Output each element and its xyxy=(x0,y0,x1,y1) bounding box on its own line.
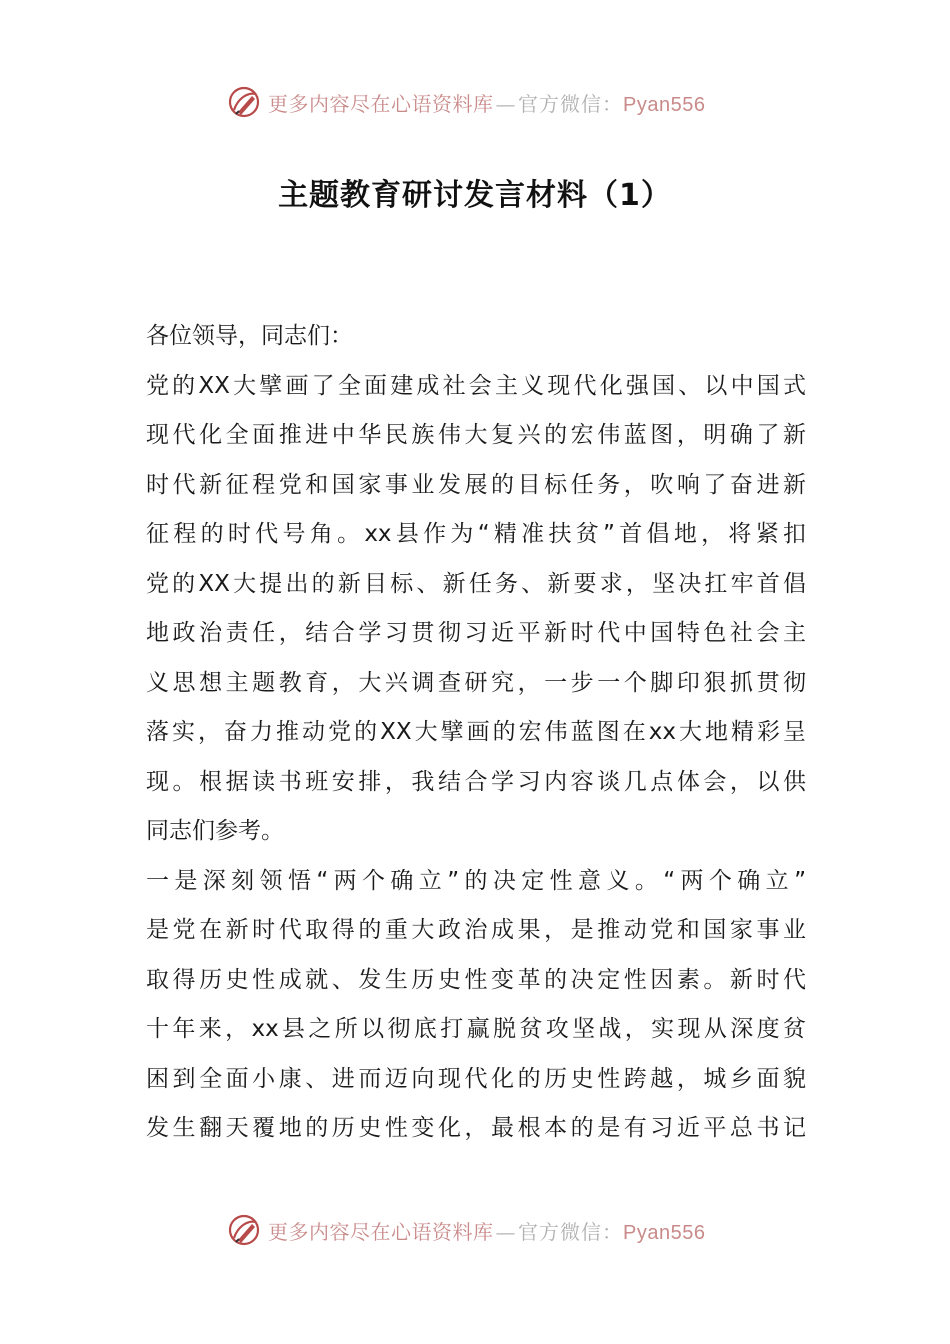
header-banner xyxy=(226,82,746,122)
body-line: 取得历史性成就、发生历史性变革的决定性因素。新时代 xyxy=(146,966,806,993)
document-title: 主题教育研讨发言材料（1） xyxy=(278,178,672,213)
pen-swirl-icon xyxy=(226,84,262,120)
body-line: 十年来，xx县之所以彻底打赢脱贫攻坚战，实现从深度贫 xyxy=(146,1016,806,1042)
banner-main-text: 更多内容尽在心语资料库 xyxy=(268,91,494,116)
body-line: 义思想主题教育，大兴调查研究，一步一个脚印狠抓贯彻 xyxy=(146,669,806,696)
body-line: 党的XX大擘画了全面建成社会主义现代化强国、以中国式 xyxy=(146,372,806,399)
banner-separator: — xyxy=(495,91,516,116)
body-line: 落实，奋力推动党的XX大擘画的宏伟蓝图在xx大地精彩呈 xyxy=(146,719,806,745)
pen-swirl-icon xyxy=(226,1212,262,1248)
banner-text xyxy=(268,1216,705,1245)
body-line: 党的XX大提出的新目标、新任务、新要求，坚决扛牢首倡 xyxy=(146,570,806,597)
banner-wechat-label: 官方微信： xyxy=(518,1219,623,1244)
body-line: 是党在新时代取得的重大政治成果，是推动党和国家事业 xyxy=(146,917,806,943)
body-line: 发生翻天覆地的历史性变化，最根本的是有习近平总书记 xyxy=(146,1115,806,1141)
footer-banner xyxy=(226,1210,746,1250)
body-line: 同志们参考。 xyxy=(146,818,284,844)
banner-wechat-label: 官方微信： xyxy=(518,91,623,116)
body-line: 一是深刻领悟“两个确立”的决定性意义。“两个确立” xyxy=(146,867,806,894)
banner-text xyxy=(268,88,705,117)
document-body xyxy=(146,312,806,1154)
body-line: 现代化全面推进中华民族伟大复兴的宏伟蓝图，明确了新 xyxy=(146,422,806,448)
body-line: 困到全面小康、进而迈向现代化的历史性跨越，城乡面貌 xyxy=(146,1065,806,1092)
body-line: 各位领导，同志们： xyxy=(146,323,353,349)
body-line: 征程的时代号角。xx县作为“精准扶贫”首倡地，将紧扣 xyxy=(146,521,806,547)
banner-wechat-id: Pyan556 xyxy=(623,1221,706,1244)
banner-wechat-id: Pyan556 xyxy=(623,93,706,116)
body-line: 地政治责任，结合学习贯彻习近平新时代中国特色社会主 xyxy=(146,620,806,646)
banner-separator: — xyxy=(495,1219,516,1244)
body-line: 现。根据读书班安排，我结合学习内容谈几点体会，以供 xyxy=(146,768,806,795)
banner-main-text: 更多内容尽在心语资料库 xyxy=(268,1219,494,1244)
body-line: 时代新征程党和国家事业发展的目标任务，吹响了奋进新 xyxy=(146,471,806,498)
